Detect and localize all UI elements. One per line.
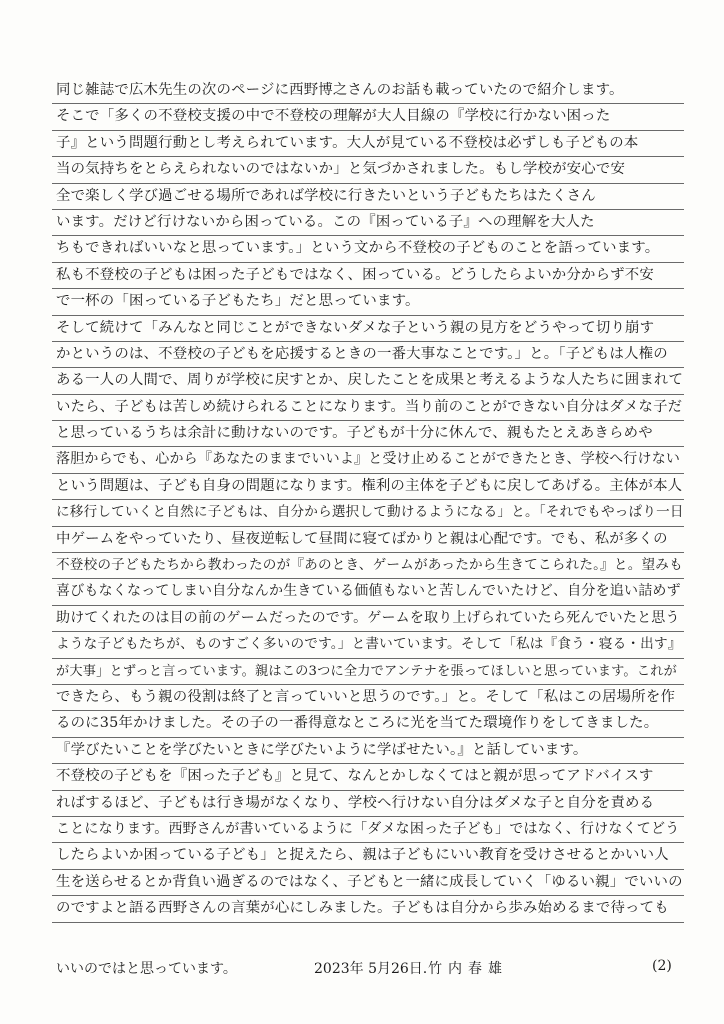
text-line: 全で楽しく学び過ごせる場所であれば学校に行きたいという子どもたちはたくさん [52,184,684,210]
text-line: 『学びたいことを学びたいときに学びたいように学ばせたい。』と話しています。 [52,738,684,764]
text-line: 喜びもなくなってしまい自分なんか生きている価値もないと苦しんでいたけど、自分を追い詰めず [52,579,684,605]
text-line: ような子どもたちが、ものすごく多いのです。」と書いています。そして「私は『食う・寝る・出す』 [52,632,684,658]
text-line: 同じ雑誌で広木先生の次のページに西野博之さんのお話も載っていたので紹介します。 [52,78,684,104]
text-line: そこで「多くの不登校支援の中で不登校の理解が大人目線の『学校に行かない困った [52,104,684,130]
text-line: 不登校の子どもたちから教わったのが『あのとき、ゲームがあったから生きてこられた。』と。望みも [52,553,684,579]
text-line: のですよと語る西野さんの言葉が心にしみました。子どもは自分から歩み始めるまで待っても [52,896,684,922]
text-line: ちもできればいいなと思っています。」という文から不登校の子どものことを語っています。 [52,236,684,262]
author-name: 竹内春雄 [428,961,508,977]
page-number: (2) [652,958,672,974]
text-line: 私も不登校の子どもは困った子どもではなく、困っている。どうしたらよいか分からず不安 [52,263,684,289]
date-text: 2023年 5月26日. [314,961,428,977]
essay-body [52,78,684,923]
text-line: かというのは、不登校の子どもを応援するときの一番大事なことです。」と。「子どもは人権の [52,342,684,368]
text-line: ればするほど、子どもは行き場がなくなり、学校へ行けない自分はダメな子と自分を責める [52,791,684,817]
text-line: という問題は、子ども自身の問題になります。権利の主体を子どもに戻してあげる。主体が本人 [52,474,684,500]
text-line: できたら、もう親の役割は終了と言っていいと思うのです。」と。そして「私はこの居場所を作 [52,685,684,711]
text-line: います。だけど行けないから困っている。この『困っている子』への理解を大人た [52,210,684,236]
text-line: ある一人の人間で、周りが学校に戻すとか、戻したことを成果と考えるような人たちに囲まれて [52,368,684,394]
text-line: が大事」とずっと言っています。親はこの3つに全力でアンテナを張ってほしいと思っています。これが [52,659,684,685]
text-line: に移行していくと自然に子どもは、自分から選択して動けるようになる」と。「それでもやっぱり一日 [52,500,684,526]
text-line: 中ゲームをやっていたり、昼夜逆転して昼間に寝てばかりと親は心配です。でも、私が多くの [52,527,684,553]
text-line: したらよいか困っている子ども」と捉えたら、親は子どもにいい教育を受けさせるとかいい人 [52,843,684,869]
text-line: 当の気持ちをとらえられないのではないか」と気づかされました。もし学校が安心で安 [52,157,684,183]
text-line: 生を送らせるとか背負い過ぎるのではなく、子どもと一緒に成長していく「ゆるい親」でいいの [52,870,684,896]
text-line: いたら、子どもは苦しめ続けられることになります。当り前のことができない自分はダメな子だ [52,395,684,421]
text-line: 落胆からでも、心から『あなたのままでいいよ』と受け止めることができたとき、学校へ行けない [52,447,684,473]
closing-line: いいのではと思っています。 [56,961,237,977]
text-line: 助けてくれたのは目の前のゲームだったのです。ゲームを取り上げられていたら死んでいたと思う [52,606,684,632]
text-line: 子』という問題行動とし考えられています。大人が見ている不登校は必ずしも子どもの本 [52,131,684,157]
text-line: ことになります。西野さんが書いているように「ダメな困った子ども」ではなく、行けなくてどう [52,817,684,843]
text-line: そして続けて「みんなと同じことができないダメな子という親の見方をどうやって切り崩す [52,316,684,342]
text-line: 不登校の子どもを『困った子ども』と見て、なんとかしなくてはと親が思ってアドバイスす [52,764,684,790]
text-line: と思っているうちは余計に動けないのです。子どもが十分に休んで、親もたとえあきらめや [52,421,684,447]
page-footer [56,958,688,982]
text-line: るのに35年かけました。その子の一番得意なところに光を当てた環境作りをしてきました。 [52,711,684,737]
text-line: で一杯の「困っている子どもたち」だと思っています。 [52,289,684,315]
